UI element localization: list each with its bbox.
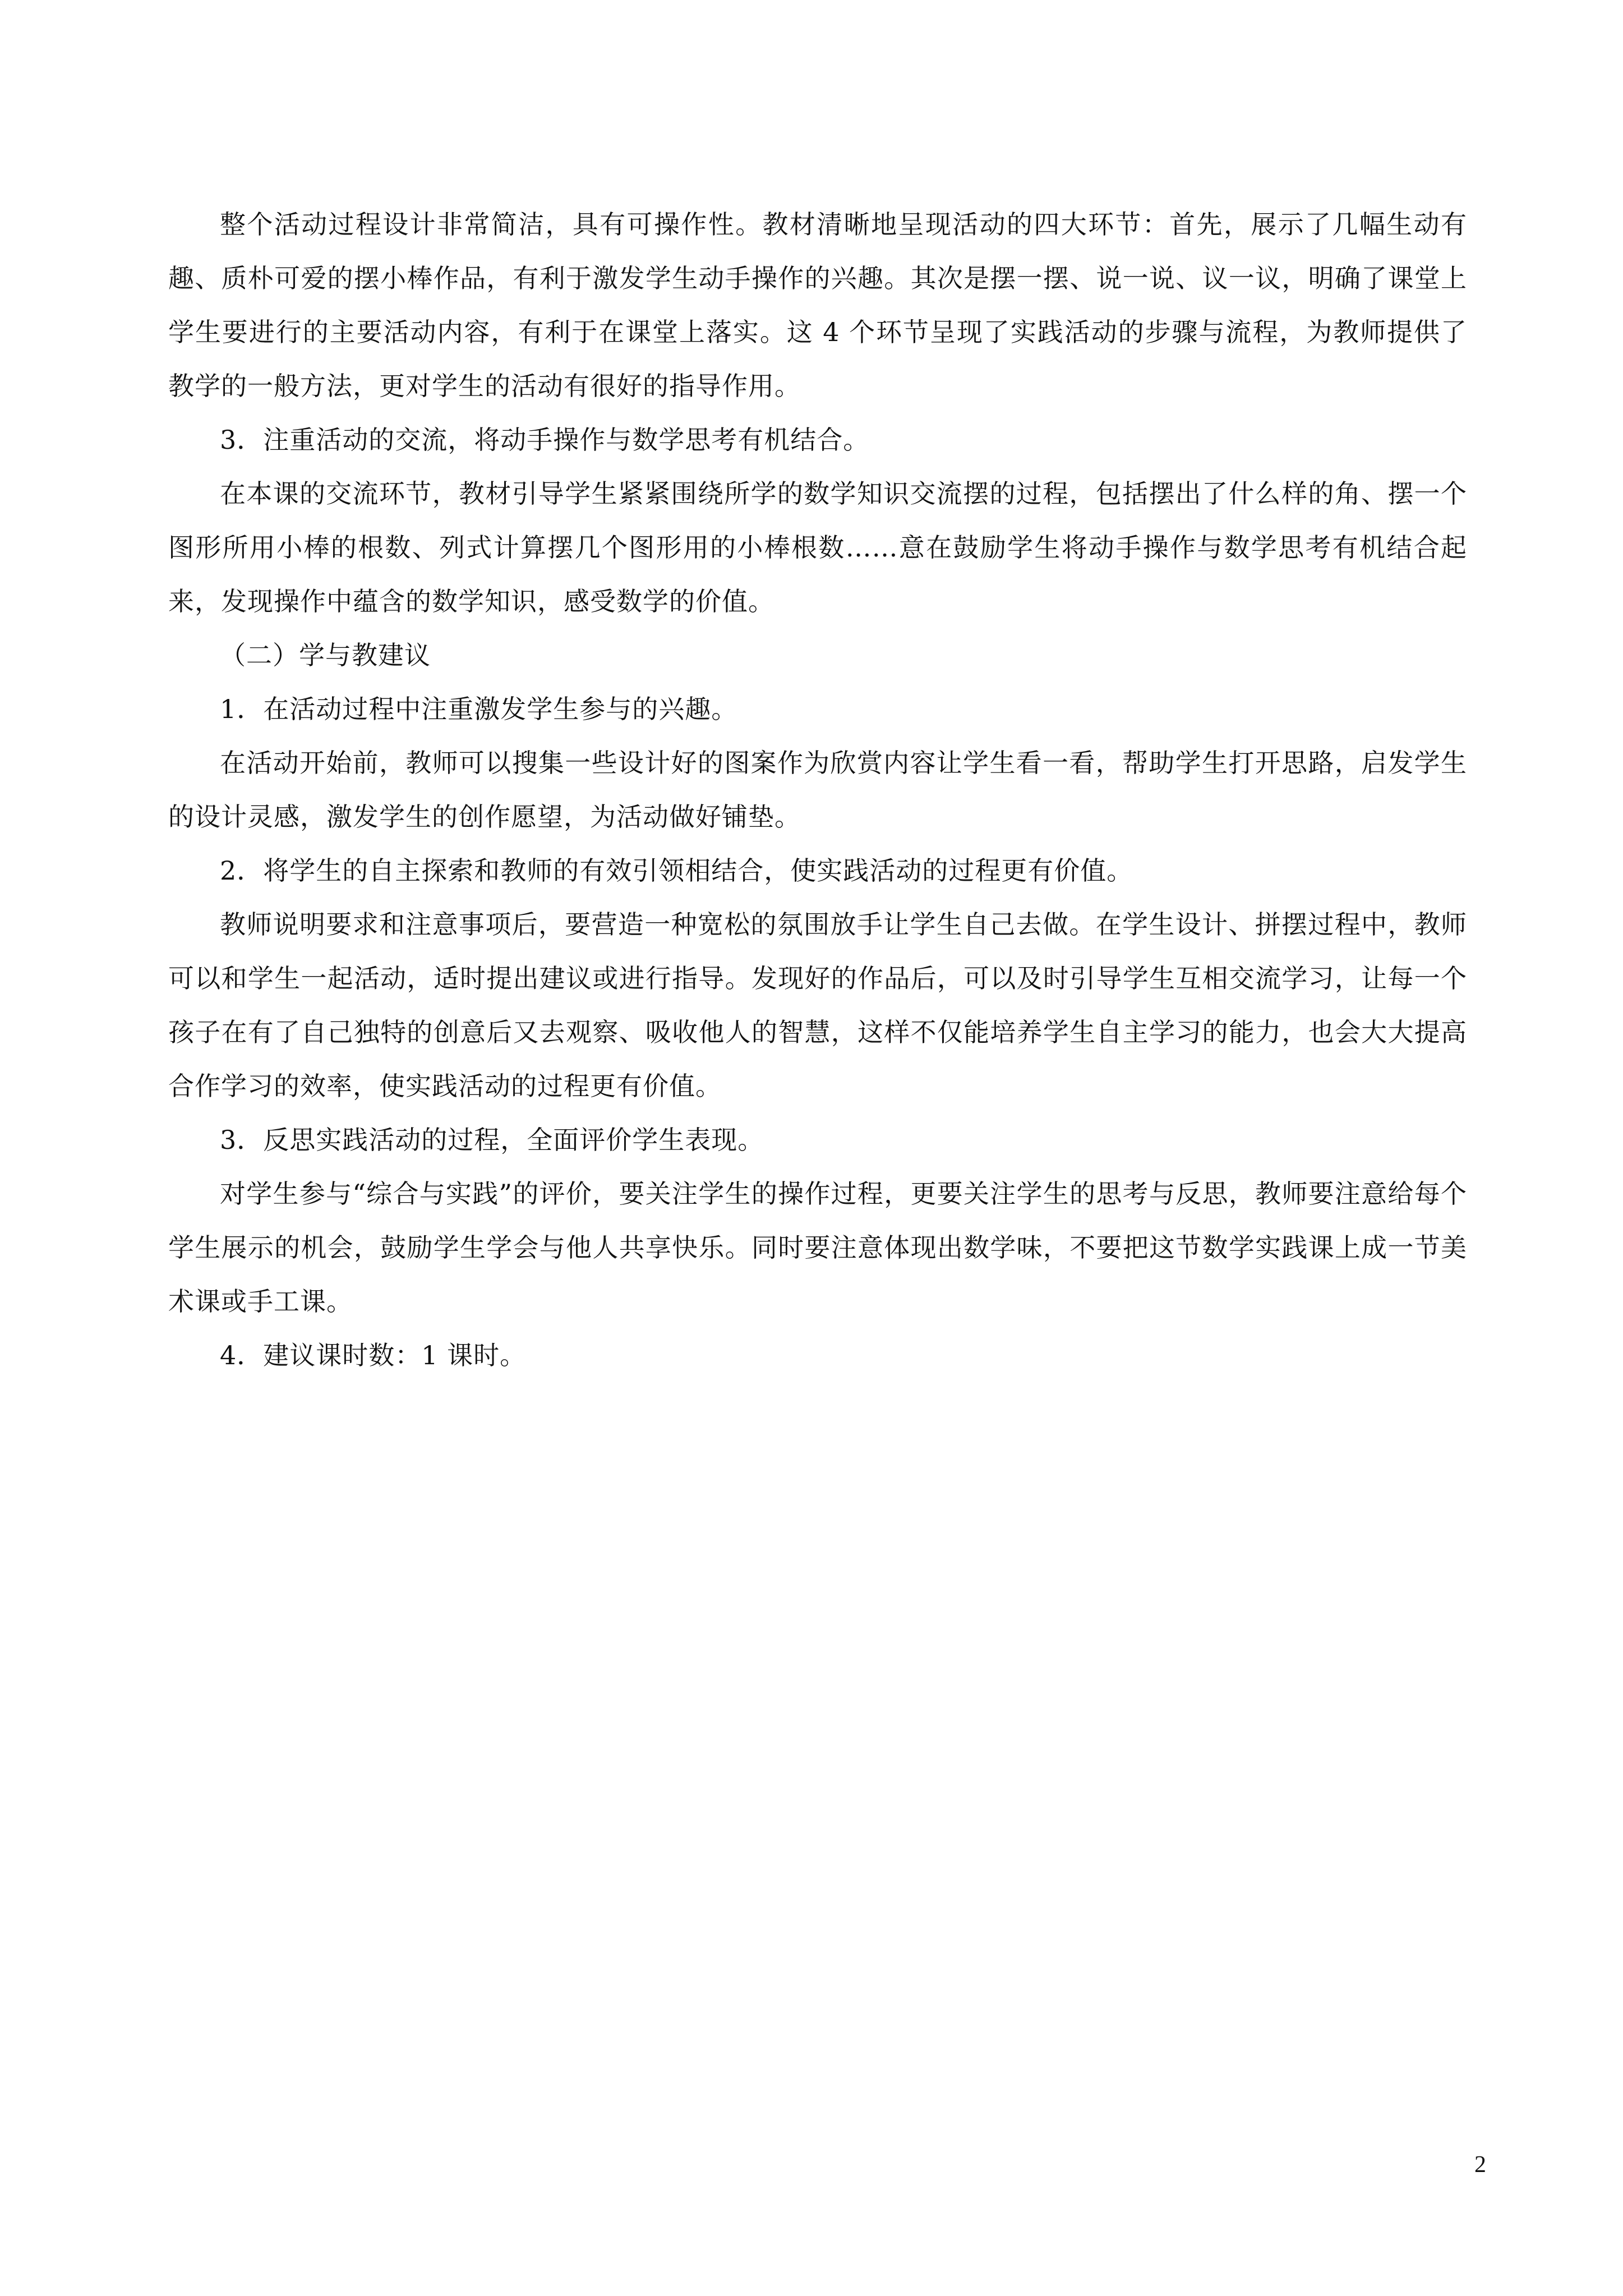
paragraph-guidance: 教师说明要求和注意事项后，要营造一种宽松的氛围放手让学生自己去做。在学生设计、拼摆过程中，教师可以和学生一起活动，适时提出建议或进行指导。发现好的作品后，可以及时引导学生互相交流学习，让每一个孩子在有了自己独特的创意后又去观察、吸收他人的智慧，这样不仅能培养学生自主学习的能力，也会大大提高合作学习的效率，使实践活动的过程更有价值。 [168,909,1467,1101]
heading-point-3-evaluation: 3．反思实践活动的过程，全面评价学生表现。 [220,1125,764,1155]
document-body [168,197,1467,1382]
heading-point-3-communication: 3．注重活动的交流，将动手操作与数学思考有机结合。 [220,425,870,455]
paragraph-communication: 在本课的交流环节，教材引导学生紧紧围绕所学的数学知识交流摆的过程，包括摆出了什么样的角、摆一个图形所用小棒的根数、列式计算摆几个图形用的小棒根数……意在鼓励学生将动手操作与数学思考有机结合起来，发现操作中蕴含的数学知识，感受数学的价值。 [168,478,1467,616]
paragraph-interest: 在活动开始前，教师可以搜集一些设计好的图案作为欣赏内容让学生看一看，帮助学生打开思路，启发学生的设计灵感，激发学生的创作愿望，为活动做好铺垫。 [168,748,1467,832]
page-number: 2 [1474,2152,1486,2178]
paragraph-activity-design: 整个活动过程设计非常简洁，具有可操作性。教材清晰地呈现活动的四大环节：首先，展示了几幅生动有趣、质朴可爱的摆小棒作品，有利于激发学生动手操作的兴趣。其次是摆一摆、说一说、议一议，明确了课堂上学生要进行的主要活动内容，有利于在课堂上落实。这 4 个环节呈现了实践活动的步骤与流程，为教师提供了教学的一般方法，更对学生的活动有很好的指导作用。 [168,209,1467,401]
heading-point-2-guidance: 2．将学生的自主探索和教师的有效引领相结合，使实践活动的过程更有价值。 [220,855,1133,886]
paragraph-evaluation: 对学生参与“综合与实践”的评价，要关注学生的操作过程，更要关注学生的思考与反思，教师要注意给每个学生展示的机会，鼓励学生学会与他人共享快乐。同时要注意体现出数学味，不要把这节数学实践课上成一节美术课或手工课。 [168,1179,1467,1317]
section-heading-suggestions: （二）学与教建议 [220,640,431,670]
heading-point-1-interest: 1．在活动过程中注重激发学生参与的兴趣。 [220,694,738,724]
heading-point-4-class-hours: 4．建议课时数：1 课时。 [220,1340,527,1370]
